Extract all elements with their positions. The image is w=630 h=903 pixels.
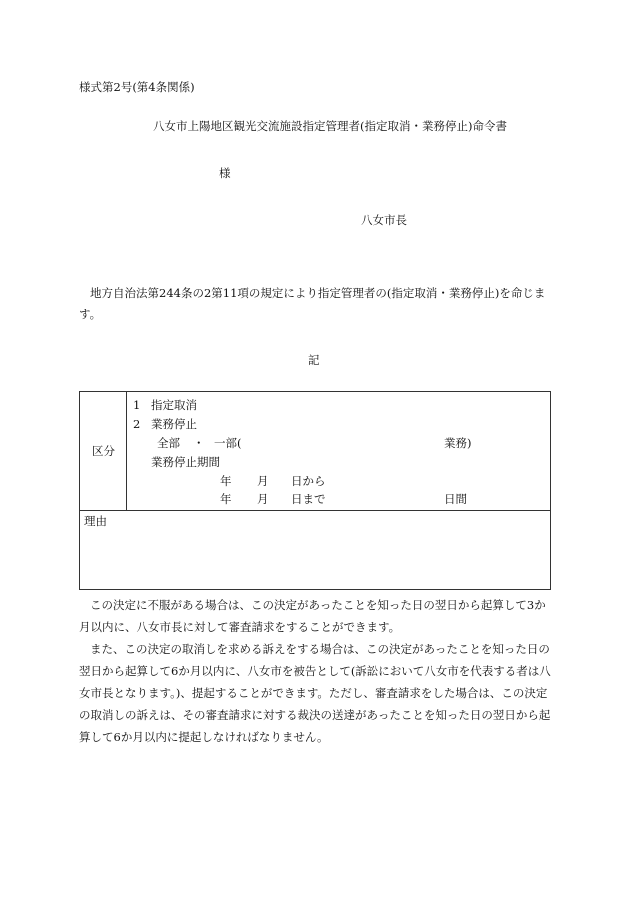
document-title: 八女市上陽地区観光交流施設指定管理者(指定取消・業務停止)命令書 [153,119,507,133]
gyomu-close-label: 業務) [444,436,472,450]
form-number: 様式第2号(第4条関係) [79,80,195,94]
ki-heading: 記 [308,353,320,367]
main-text: 地方自治法第244条の2第11項の規定により指定管理者の(指定取消・業務停止)を命じます。 [79,286,546,321]
appeal-notice: この決定に不服がある場合は、この決定があったことを知った日の翌日から起算して3か月以内に、八女市長に対して審査請求をすることができます。 [79,598,546,634]
period-label: 業務停止期間 [151,455,220,469]
item2-number: 2 [133,417,141,431]
all-label: 全部 [157,436,180,450]
item1-number: 1 [133,398,141,412]
order-table [79,391,551,590]
kubun-label: 区分 [92,444,115,458]
until-year-label: 年 [220,492,232,506]
separator-dot: ・ [193,436,205,450]
column-divider [126,392,127,510]
part-label: 一部( [214,436,242,450]
lawsuit-notice: また、この決定の取消しを求める訴えをする場合は、この決定があったことを知った日の翌日から起算して6か月以内に、八女市を被告として(訴訟において八女市を代表する者は八女市長となります。)、提起することができます。ただし、審査請求をした場合は、この決定の取消しの訴えは、その審査請求に対する裁決の送達があったことを知った日の翌日から起算して6か月以内に提起しなければなりません。 [79,642,551,744]
reason-label: 理由 [84,514,107,528]
item2-label: 業務停止 [151,417,197,431]
days-label: 日間 [444,492,467,506]
until-month-label: 月 [257,492,269,506]
until-day-label: 日まで [291,492,326,506]
row-divider [80,510,550,511]
item1-label: 指定取消 [151,398,197,412]
addressee-suffix: 様 [219,166,231,180]
from-month-label: 月 [257,474,269,488]
issuer-name: 八女市長 [361,213,407,227]
from-day-label: 日から [291,474,326,488]
from-year-label: 年 [220,474,232,488]
